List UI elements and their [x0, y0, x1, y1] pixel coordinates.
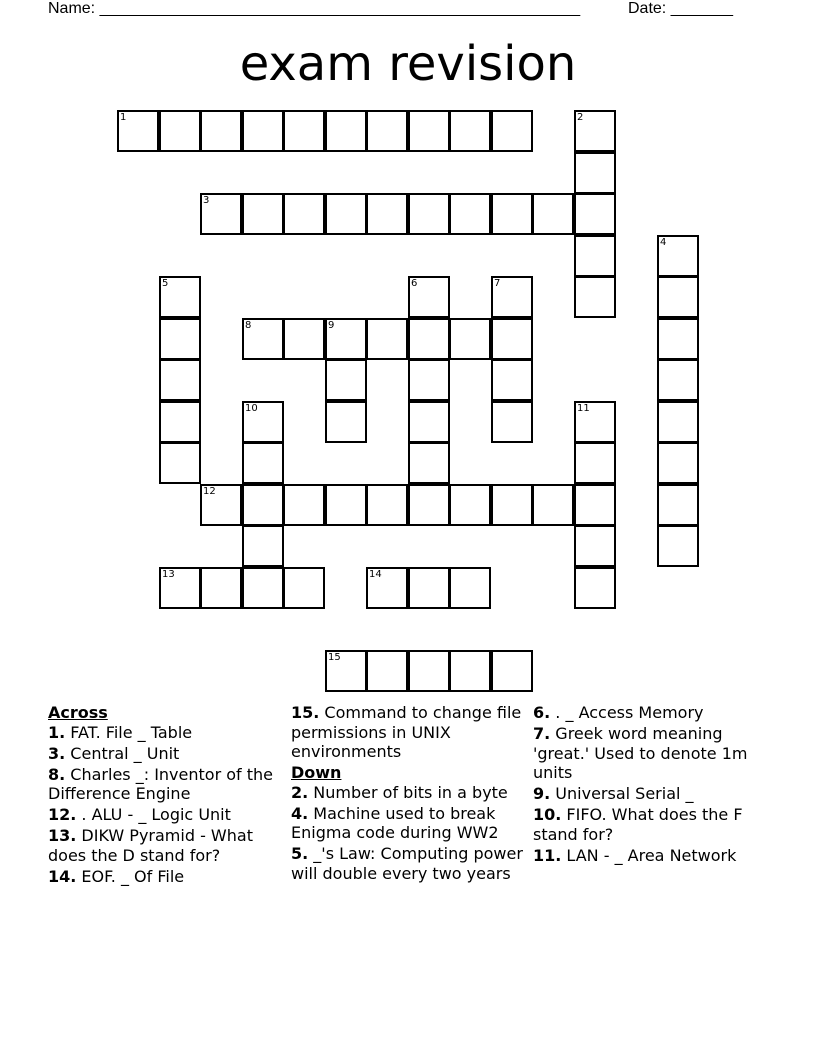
clue-number: 13.: [48, 826, 77, 845]
crossword-cell[interactable]: [200, 567, 242, 609]
crossword-cell[interactable]: [574, 567, 616, 609]
crossword-cell[interactable]: [408, 276, 450, 318]
crossword-cell[interactable]: [325, 650, 367, 692]
cell-number: 1: [120, 112, 127, 123]
crossword-cell[interactable]: [283, 484, 325, 526]
clue-number: 15.: [291, 703, 320, 722]
crossword-cell[interactable]: [449, 110, 491, 152]
cell-number: 2: [577, 112, 584, 123]
clue-across-13: [48, 826, 280, 865]
clue-across-3: [48, 744, 280, 764]
crossword-cell[interactable]: [408, 650, 450, 692]
cell-number: 8: [245, 320, 252, 331]
crossword-cell[interactable]: [574, 525, 616, 567]
crossword-cell[interactable]: [574, 401, 616, 443]
cell-number: 3: [203, 195, 210, 206]
crossword-cell[interactable]: [408, 359, 450, 401]
cell-number: 7: [494, 278, 501, 289]
crossword-cell[interactable]: [574, 235, 616, 277]
clue-text: Greek word meaning 'great.' Used to denote 1m units: [533, 724, 748, 782]
clue-number: 11.: [533, 845, 562, 865]
crossword-cell[interactable]: [366, 193, 408, 235]
crossword-cell[interactable]: [242, 567, 284, 609]
clue-text: Charles _: Inventor of the Difference Engine: [48, 764, 273, 803]
clue-down-6: [533, 703, 768, 723]
crossword-cell[interactable]: [491, 484, 533, 526]
clue-number: 2.: [291, 782, 309, 802]
crossword-cell[interactable]: [491, 650, 533, 692]
crossword-cell[interactable]: [242, 318, 284, 360]
crossword-cell[interactable]: [574, 442, 616, 484]
crossword-cell[interactable]: [657, 359, 699, 401]
clue-across-1: [48, 723, 280, 743]
cell-number: 15: [328, 652, 341, 663]
clue-text: Central _ Unit: [65, 743, 180, 763]
name-field-label[interactable]: Name: ______________________________________________________: [48, 0, 581, 17]
crossword-cell[interactable]: [532, 484, 574, 526]
crossword-cell[interactable]: [366, 567, 408, 609]
clue-text: Number of bits in a byte: [308, 782, 508, 802]
clue-number: 9.: [533, 784, 551, 803]
clue-text: . ALU - _ Logic Unit: [76, 805, 231, 824]
crossword-cell[interactable]: [242, 442, 284, 484]
clue-down-4: [291, 804, 531, 843]
crossword-cell[interactable]: [242, 193, 284, 235]
clue-text: . _ Access Memory: [550, 703, 704, 722]
crossword-cell[interactable]: [283, 110, 325, 152]
crossword-cell[interactable]: [657, 484, 699, 526]
clue-text: Command to change file permissions in UNIX environments: [291, 703, 522, 761]
clue-down-2: [291, 783, 531, 803]
cell-number: 6: [411, 278, 418, 289]
crossword-cell[interactable]: [159, 401, 201, 443]
cell-number: 13: [162, 569, 175, 580]
crossword-cell[interactable]: [657, 442, 699, 484]
clue-number: 3.: [48, 743, 66, 763]
crossword-cell[interactable]: [449, 318, 491, 360]
crossword-cell[interactable]: [408, 442, 450, 484]
crossword-cell[interactable]: [574, 484, 616, 526]
down-heading: Down: [291, 763, 342, 782]
cell-number: 9: [328, 320, 335, 331]
clue-text: EOF. _ Of File: [76, 866, 185, 886]
crossword-cell[interactable]: [159, 110, 201, 152]
cell-number: 4: [660, 237, 667, 248]
crossword-cell[interactable]: [325, 193, 367, 235]
crossword-cell[interactable]: [449, 567, 491, 609]
crossword-cell[interactable]: [159, 276, 201, 318]
crossword-cell[interactable]: [159, 318, 201, 360]
crossword-cell[interactable]: [491, 193, 533, 235]
clue-number: 14.: [48, 866, 77, 886]
crossword-cell[interactable]: [242, 110, 284, 152]
clues-column-3: [533, 703, 768, 867]
clue-number: 7.: [533, 724, 551, 743]
cell-number: 12: [203, 486, 216, 497]
crossword-cell[interactable]: [491, 318, 533, 360]
clue-number: 5.: [291, 844, 309, 863]
crossword-cell[interactable]: [325, 318, 367, 360]
crossword-cell[interactable]: [574, 110, 616, 152]
crossword-cell[interactable]: [657, 525, 699, 567]
clue-across-8: [48, 765, 280, 804]
crossword-cell[interactable]: [366, 484, 408, 526]
clue-text: Machine used to break Enigma code during WW2: [291, 803, 499, 842]
clue-down-9: [533, 784, 768, 804]
crossword-cell[interactable]: [159, 567, 201, 609]
clue-down-11: [533, 846, 768, 866]
crossword-cell[interactable]: [408, 401, 450, 443]
crossword-cell[interactable]: [283, 318, 325, 360]
crossword-cell[interactable]: [574, 152, 616, 194]
crossword-cell[interactable]: [657, 318, 699, 360]
clues-column-1: [48, 703, 280, 888]
crossword-cell[interactable]: [532, 193, 574, 235]
clue-number: 12.: [48, 805, 77, 824]
crossword-cell[interactable]: [200, 110, 242, 152]
crossword-cell[interactable]: [491, 359, 533, 401]
crossword-cell[interactable]: [491, 276, 533, 318]
crossword-cell[interactable]: [200, 193, 242, 235]
crossword-cell[interactable]: [117, 110, 159, 152]
crossword-cell[interactable]: [325, 359, 367, 401]
crossword-cell[interactable]: [366, 650, 408, 692]
crossword-cell[interactable]: [366, 318, 408, 360]
cell-number: 5: [162, 278, 169, 289]
crossword-cell[interactable]: [574, 276, 616, 318]
crossword-cell[interactable]: [159, 442, 201, 484]
clue-text: FIFO. What does the F stand for?: [533, 805, 743, 844]
crossword-cell[interactable]: [159, 359, 201, 401]
clue-down-5: [291, 844, 531, 883]
crossword-cell[interactable]: [325, 110, 367, 152]
clue-text: FAT. File _ Table: [65, 722, 193, 742]
crossword-cell[interactable]: [325, 484, 367, 526]
crossword-cell[interactable]: [408, 193, 450, 235]
cell-number: 14: [369, 569, 382, 580]
clue-across-14: [48, 867, 280, 887]
clue-down-10: [533, 805, 768, 844]
crossword-cell[interactable]: [242, 484, 284, 526]
clue-number: 10.: [533, 805, 562, 824]
clue-text: DIKW Pyramid - What does the D stand for?: [48, 826, 253, 865]
crossword-cell[interactable]: [449, 650, 491, 692]
crossword-cell[interactable]: [408, 484, 450, 526]
crossword-cell[interactable]: [408, 110, 450, 152]
crossword-cell[interactable]: [449, 484, 491, 526]
page-title: exam revision: [239, 36, 577, 92]
crossword-cell[interactable]: [325, 401, 367, 443]
crossword-cell[interactable]: [283, 193, 325, 235]
crossword-cell[interactable]: [408, 318, 450, 360]
clue-across-15: [291, 703, 531, 762]
crossword-cell[interactable]: [657, 276, 699, 318]
crossword-cell[interactable]: [657, 401, 699, 443]
crossword-cell[interactable]: [408, 567, 450, 609]
clue-number: 8.: [48, 764, 66, 784]
crossword-cell[interactable]: [574, 193, 616, 235]
cell-number: 11: [577, 403, 590, 414]
crossword-cell[interactable]: [242, 401, 284, 443]
across-heading: Across: [48, 703, 108, 722]
clue-number: 4.: [291, 803, 309, 823]
clue-number: 6.: [533, 703, 551, 722]
clue-text: _'s Law: Computing power will double every two years: [291, 844, 523, 883]
clue-number: 1.: [48, 722, 66, 742]
crossword-cell[interactable]: [242, 525, 284, 567]
crossword-cell[interactable]: [283, 567, 325, 609]
clue-down-7: [533, 724, 768, 783]
crossword-cell[interactable]: [200, 484, 242, 526]
clues-column-2: [291, 703, 531, 885]
crossword-cell[interactable]: [491, 110, 533, 152]
clue-across-12: [48, 805, 280, 825]
crossword-cell[interactable]: [491, 401, 533, 443]
cell-number: 10: [245, 403, 258, 414]
clue-text: Universal Serial _: [550, 784, 694, 803]
clue-text: LAN - _ Area Network: [561, 845, 737, 865]
crossword-cell[interactable]: [449, 193, 491, 235]
date-field-label[interactable]: Date: _______: [628, 0, 733, 17]
crossword-cell[interactable]: [657, 235, 699, 277]
crossword-cell[interactable]: [366, 110, 408, 152]
